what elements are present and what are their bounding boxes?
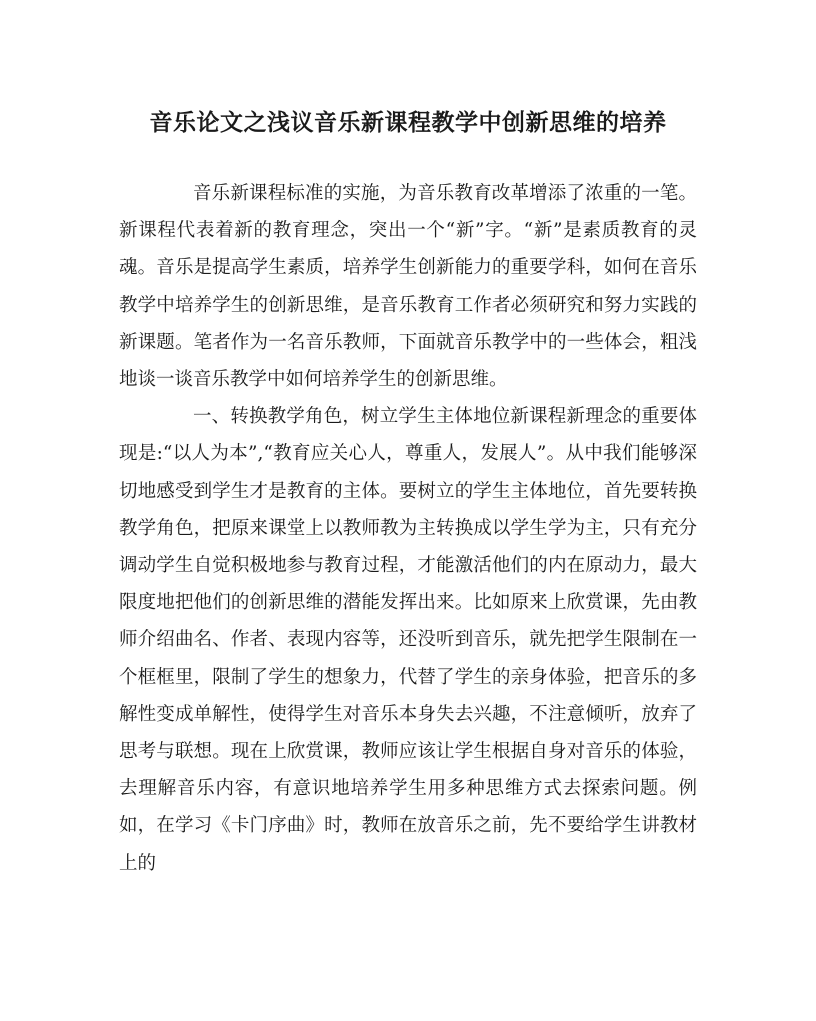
- paragraph-intro: 音乐新课程标准的实施，为音乐教育改革增添了浓重的一笔。新课程代表着新的教育理念，突出一个“新”字。“新”是素质教育的灵魂。音乐是提高学生素质，培养学生创新能力的重要学科，如何在音乐教学中培养学生的创新思维，是音乐教育工作者必须研究和努力实践的新课题。笔者作为一名音乐教师，下面就音乐教学中的一些体会，粗浅地谈一谈音乐教学中如何培养学生的创新思维。: [119, 183, 697, 391]
- paragraph-section-one: 一、转换教学角色，树立学生主体地位新课程新理念的重要体现是:“以人为本”,“教育应关心人，尊重人，发展人”。从中我们能够深切地感受到学生才是教育的主体。要树立的学生主体地位，首先要转换教学角色，把原来课堂上以教师教为主转换成以学生学为主，只有充分调动学生自觉积极地参与教育过程，才能激活他们的内在原动力，最大限度地把他们的创新思维的潜能发挥出来。比如原来上欣赏课，先由教师介绍曲名、作者、表现内容等，还没听到音乐，就先把学生限制在一个框框里，限制了学生的想象力，代替了学生的亲身体验，把音乐的多解性变成单解性，使得学生对音乐本身失去兴趣，不注意倾听，放弃了思考与联想。现在上欣赏课，教师应该让学生根据自身对音乐的体验，去理解音乐内容，有意识地培养学生用多种思维方式去探索问题。例如，在学习《卡门序曲》时，教师在放音乐之前，先不要给学生讲教材上的: [119, 406, 697, 874]
- document-title: 音乐论文之浅议音乐新课程教学中创新思维的培养: [149, 109, 667, 136]
- document-body: [119, 175, 697, 882]
